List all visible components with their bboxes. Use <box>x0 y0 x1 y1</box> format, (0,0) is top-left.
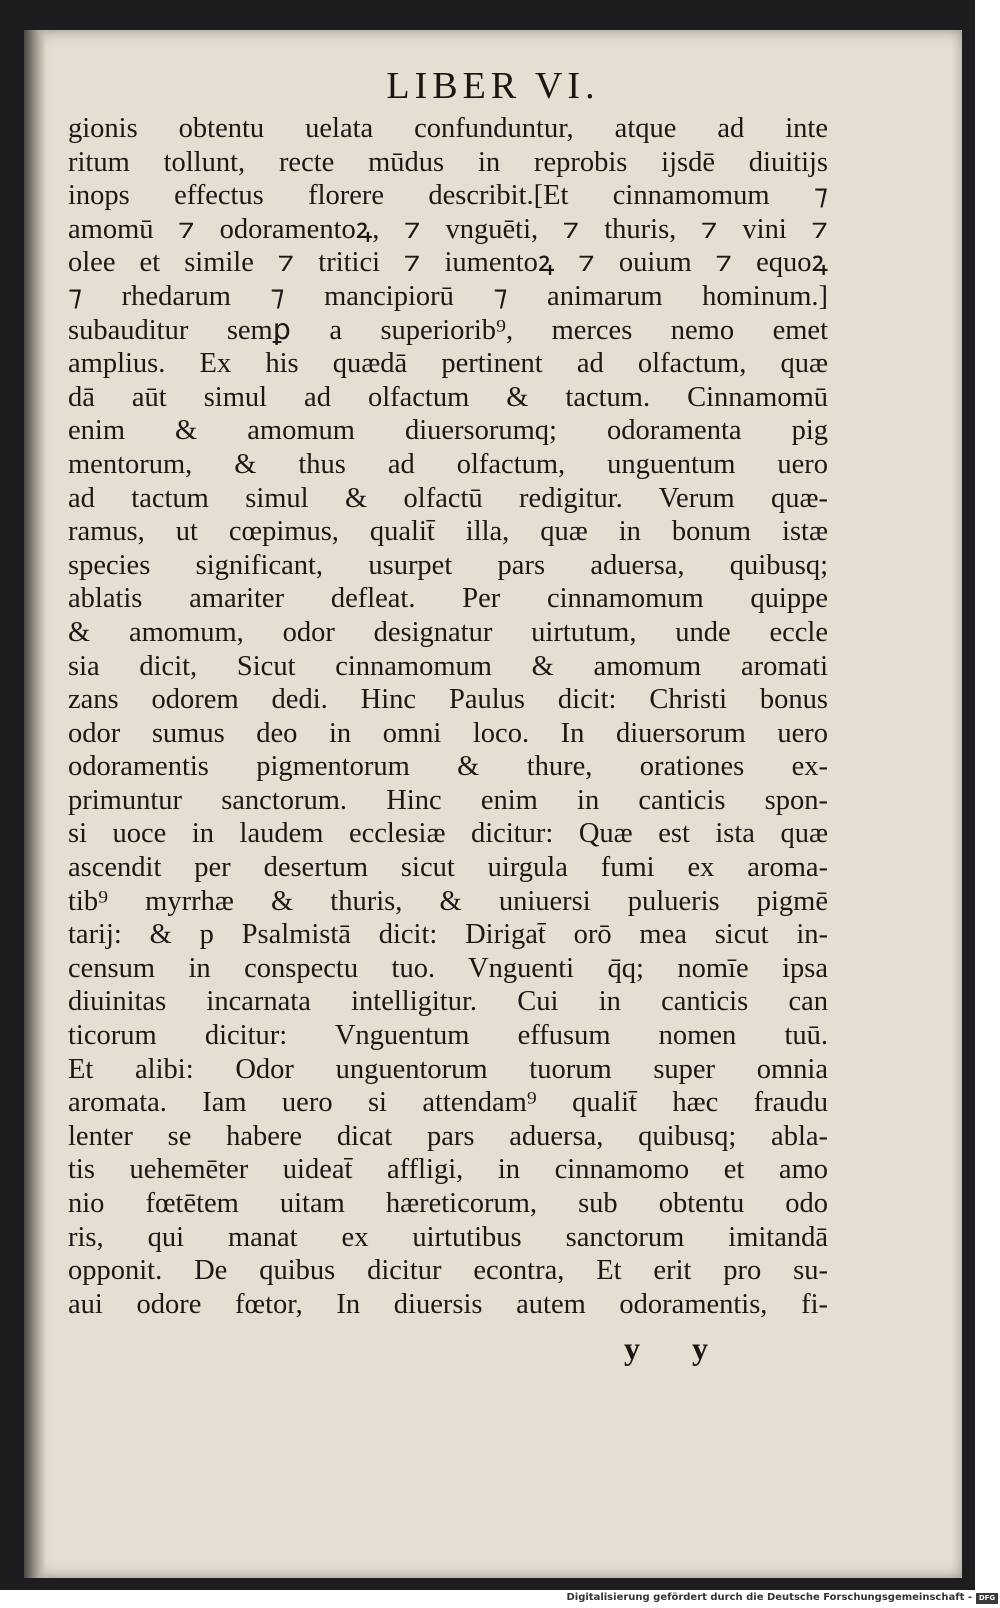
catchword: y y <box>624 1330 730 1366</box>
funding-credit: Digitalisierung gefördert durch die Deutsche Forschungsgemeinschaft - <box>566 1592 972 1603</box>
text-line: diuinitas incarnata intelligitur. Cui in canticis can <box>68 986 828 1018</box>
text-line: enim & amomum diuersorumq; odoramenta pig <box>68 415 828 447</box>
text-line: tib⁹ myrrhæ & thuris, & uniuersi pulueris pigmē <box>68 885 828 917</box>
body-text <box>68 112 828 1321</box>
text-line: aui odore fœtor, In diuersis autem odoramentis, fi- <box>68 1288 828 1320</box>
text-line: ritum tollunt, recte mūdus in reprobis ijsdē diuitijs <box>68 146 828 178</box>
text-line: gionis obtentu uelata confunduntur, atque ad inte <box>68 113 828 144</box>
text-line: species significant, usurpet pars aduersa, quibusq; <box>68 549 828 581</box>
text-line: olee et simile ⁊ tritici ⁊ iumentoꝝ ⁊ ouium ⁊ equoꝝ <box>68 247 828 279</box>
text-line: ris, qui manat ex uirtutibus sanctorum imitandā <box>68 1221 828 1253</box>
dfg-logo-icon: DFG <box>976 1593 998 1604</box>
text-line: censum in conspectu tuo. Vnguenti q̄q; nomīe ipsa <box>68 952 828 984</box>
text-line: aromata. Iam uero si attendam⁹ qualit̄ hæc fraudu <box>68 1087 828 1119</box>
text-line: zans odorem dedi. Hinc Paulus dicit: Christi bonus <box>68 684 828 716</box>
text-line: mentorum, & thus ad olfactum, unguentum uero <box>68 448 828 480</box>
text-line: subauditur semꝑ a superiorib⁹, merces nemo emet <box>68 314 828 346</box>
text-line: ascendit per desertum sicut uirgula fumi ex aroma- <box>68 852 828 884</box>
text-line: ablatis amariter defleat. Per cinnamomum quippe <box>68 583 828 615</box>
text-line: ⁊ rhedarum ⁊ mancipiorū ⁊ animarum hominum.] <box>68 280 828 312</box>
page-gutter <box>24 30 46 1578</box>
text-line: ticorum dicitur: Vnguentum effusum nomen tuū. <box>68 1020 828 1052</box>
text-line: amomū ⁊ odoramentoꝝ, ⁊ vnguēti, ⁊ thuris, ⁊ vini ⁊ <box>68 213 828 245</box>
text-line: tis uehemēter uideat̄ affligi, in cinnamomo et amo <box>68 1154 828 1186</box>
text-line: amplius. Ex his quædā pertinent ad olfactum, quæ <box>68 348 828 380</box>
text-line: tarij: & p Psalmistā dicit: Dirigat̄ orō mea sicut in- <box>68 919 828 951</box>
text-line: Et alibi: Odor unguentorum tuorum super omnia <box>68 1053 828 1085</box>
text-line: odor sumus deo in omni loco. In diuersorum uero <box>68 717 828 749</box>
text-line: & amomum, odor designatur uirtutum, unde eccle <box>68 616 828 648</box>
text-line: sia dicit, Sicut cinnamomum & amomum aromati <box>68 650 828 682</box>
running-head: LIBER VI. <box>386 65 600 107</box>
text-line: opponit. De quibus dicitur econtra, Et erit pro su- <box>68 1255 828 1287</box>
text-line: dā aūt simul ad olfactum & tactum. Cinnamomū <box>68 381 828 413</box>
text-line: inops effectus florere describit.[Et cinnamomum ⁊ <box>68 180 828 212</box>
text-line: ad tactum simul & olfactū redigitur. Verum quæ- <box>68 482 828 514</box>
text-line: nio fœtētem uitam hæreticorum, sub obtentu odo <box>68 1188 828 1219</box>
text-line: si uoce in laudem ecclesiæ dicitur: Quæ est ista quæ <box>68 818 828 850</box>
text-line: odoramentis pigmentorum & thure, orationes ex- <box>68 751 828 783</box>
text-line: ramus, ut cœpimus, qualit̄ illa, quæ in bonum istæ <box>68 516 828 548</box>
text-line: lenter se habere dicat pars aduersa, quibusq; abla- <box>68 1120 828 1152</box>
book-page <box>24 30 962 1578</box>
text-line: primuntur sanctorum. Hinc enim in canticis spon- <box>68 784 828 816</box>
